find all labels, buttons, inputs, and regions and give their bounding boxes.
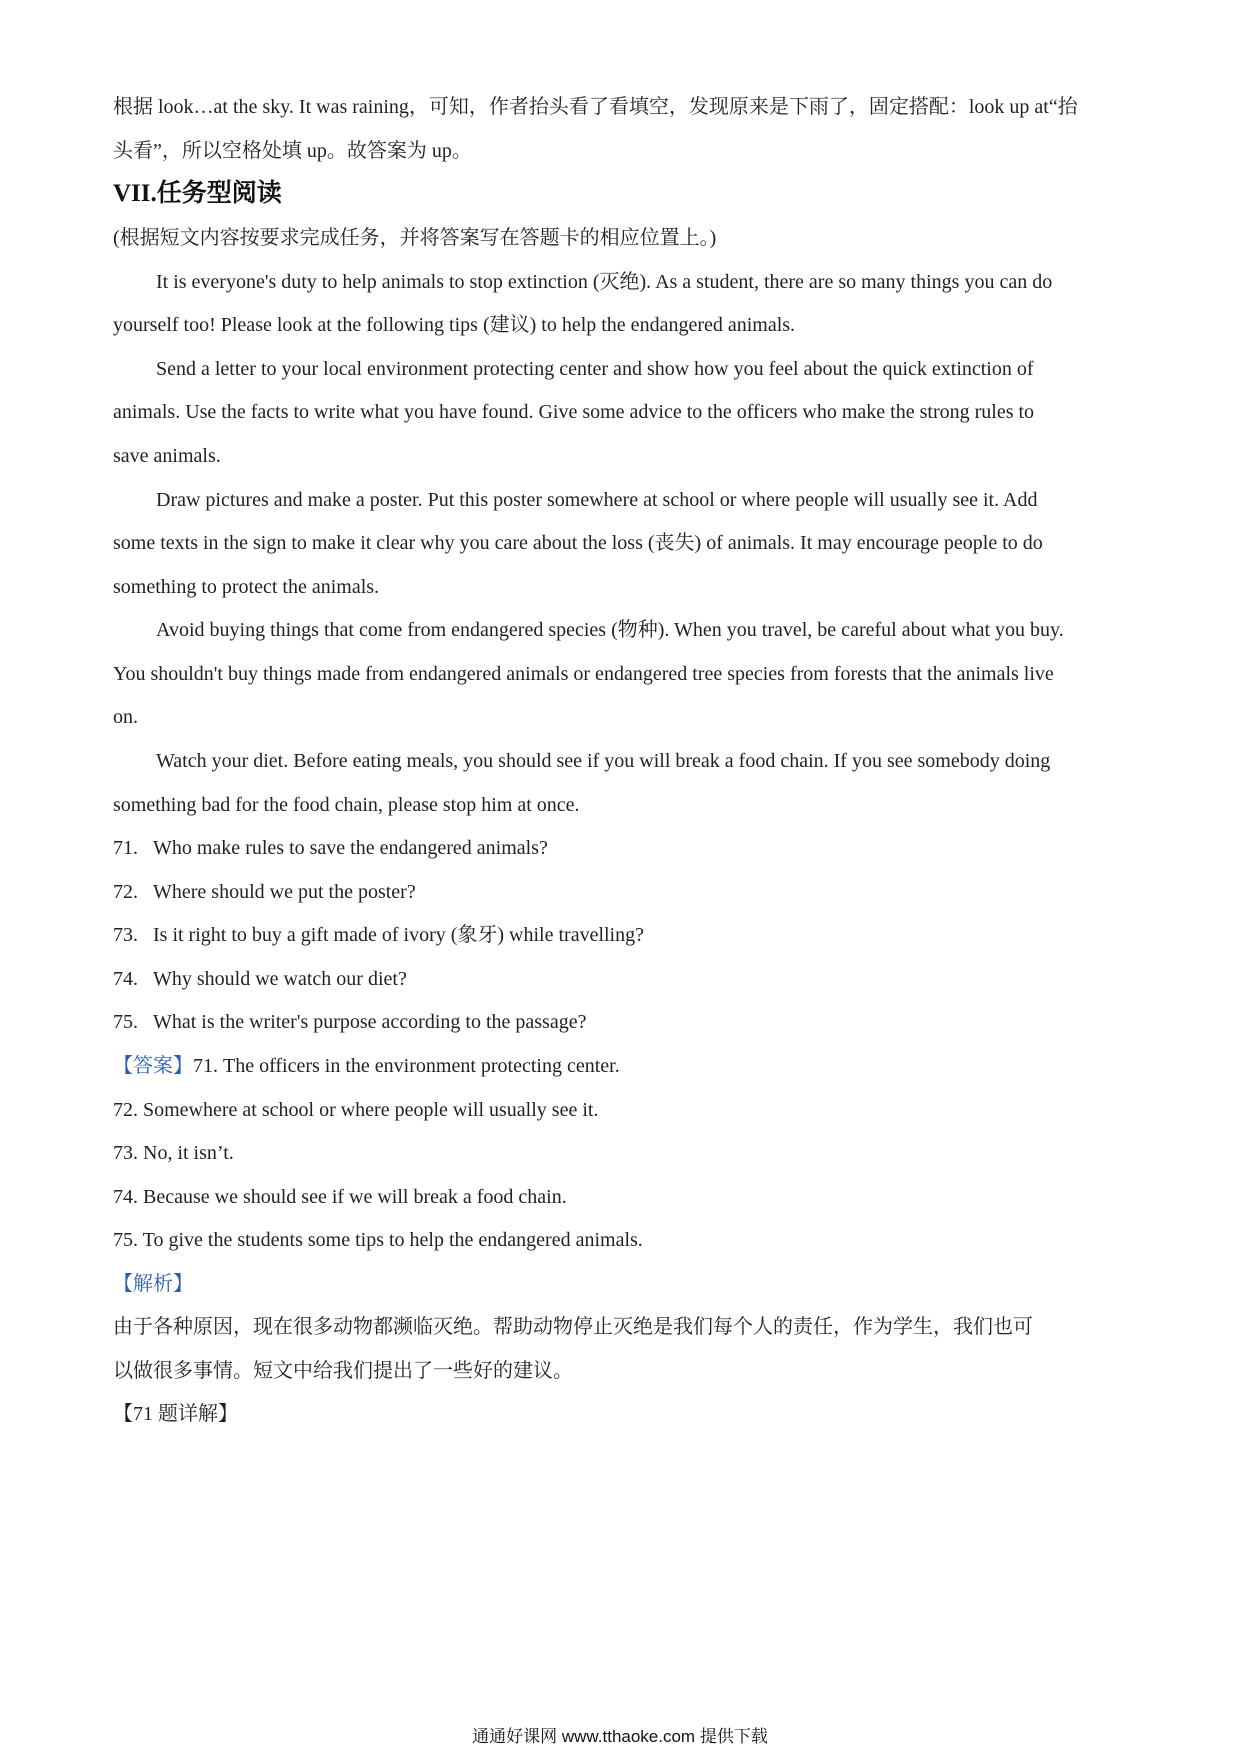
passage-p2-line-1: Send a letter to your local environment protecting center and show how you feel about the quick extinction of [156, 358, 1034, 380]
question-75 [113, 1008, 1140, 1036]
passage-p2-line-2: animals. Use the facts to write what you have found. Give some advice to the officers who make the strong rules to [113, 401, 1035, 423]
analysis-line-1: 由于各种原因，现在很多动物都濒临灭绝。帮助动物停止灭绝是我们每个人的责任，作为学生，我们也可 [113, 1316, 1033, 1338]
passage-p1-line-2: yourself too! Please look at the following tips (建议) to help the endangered animals. [113, 314, 796, 336]
prev-explanation-line-2: 头看”，所以空格处填 up。故答案为 up。 [113, 140, 472, 162]
passage-p5-line-1: Watch your diet. Before eating meals, you should see if you will break a food chain. If you see somebody doing [156, 750, 1051, 772]
section-instruction: (根据短文内容按要求完成任务，并将答案写在答题卡的相应位置上。) [113, 227, 717, 249]
question-text: Where should we put the poster? [153, 881, 416, 903]
question-text: Why should we watch our diet? [153, 968, 407, 990]
answer-74: 74. Because we should see if we will break a food chain. [113, 1186, 567, 1208]
question-number: 73. [113, 924, 138, 946]
passage-p1-line-1: It is everyone's duty to help animals to stop extinction (灭绝). As a student, there are so many things you can do [156, 271, 1053, 293]
answer-71 [113, 1052, 1140, 1080]
footer-watermark: 通通好课网 www.tthaoke.com 提供下载 [472, 1727, 768, 1746]
question-number: 74. [113, 968, 138, 990]
passage-p3-line-3: something to protect the animals. [113, 576, 380, 598]
answer-75: 75. To give the students some tips to help the endangered animals. [113, 1229, 643, 1251]
passage-p3-line-1: Draw pictures and make a poster. Put this poster somewhere at school or where people will usually see it. Add [156, 489, 1038, 511]
prev-explanation-line-1: 根据 look…at the sky. It was raining，可知，作者抬头看了看填空，发现原来是下雨了，固定搭配：look up at“抬 [113, 96, 1078, 118]
question-number: 75. [113, 1011, 138, 1033]
question-text: What is the writer's purpose according to the passage? [153, 1011, 587, 1033]
question-number: 71. [113, 837, 138, 859]
question-text: Is it right to buy a gift made of ivory (象牙) while travelling? [153, 924, 644, 946]
answer-tag: 【答案】 [113, 1055, 193, 1077]
passage-p4-line-3: on. [113, 706, 138, 728]
question-74 [113, 965, 1140, 993]
question-number: 72. [113, 881, 138, 903]
passage-p5-line-2: something bad for the food chain, please stop him at once. [113, 794, 580, 816]
passage-p2-line-3: save animals. [113, 445, 221, 467]
passage-p4-line-1: Avoid buying things that come from endangered species (物种). When you travel, be careful about what you buy. [156, 619, 1064, 641]
question-text: Who make rules to save the endangered animals? [153, 837, 548, 859]
answer-72: 72. Somewhere at school or where people will usually see it. [113, 1099, 599, 1121]
analysis-tag: 【解析】 [113, 1273, 193, 1295]
section-title: VII.任务型阅读 [113, 180, 282, 207]
passage-p4-line-2: You shouldn't buy things made from endangered animals or endangered tree species from forests that the animals live [113, 663, 1054, 685]
answer-text: 71. The officers in the environment protecting center. [193, 1055, 620, 1077]
question-73 [113, 921, 1140, 949]
detail-71-heading: 【71 题详解】 [113, 1403, 238, 1425]
question-71 [113, 834, 1140, 862]
answer-73: 73. No, it isn’t. [113, 1142, 234, 1164]
passage-p3-line-2: some texts in the sign to make it clear why you care about the loss (丧失) of animals. It may encourage people to do [113, 532, 1043, 554]
question-72 [113, 878, 1140, 906]
analysis-line-2: 以做很多事情。短文中给我们提出了一些好的建议。 [113, 1360, 573, 1382]
